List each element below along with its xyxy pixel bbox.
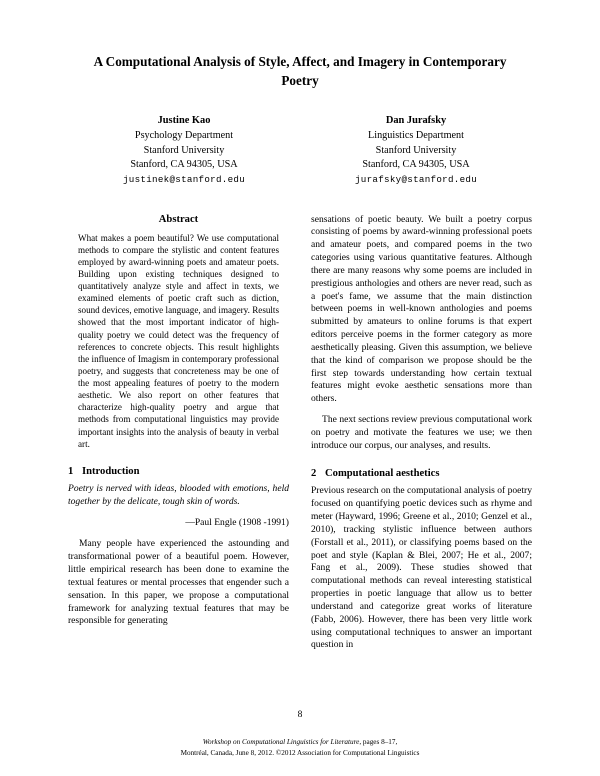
footer-line-2: Montréal, Canada, June 8, 2012. ©2012 Association for Computational Linguistics	[180, 749, 420, 758]
section-title: Computational aesthetics	[325, 468, 440, 480]
author-department: Psychology Department	[134, 130, 234, 142]
author-email: justinek@stanford.edu	[122, 173, 246, 185]
page-title: A Computational Analysis of Style, Affect, and Imagery in Contemporary Poetry	[93, 54, 507, 89]
epigraph-attribution: —Paul Engle (1908 -1991)	[185, 517, 289, 529]
author-department: Linguistics Department	[368, 130, 464, 142]
author-university: Stanford University	[143, 144, 225, 156]
two-column-body	[68, 214, 532, 653]
section-heading-introduction	[68, 466, 289, 477]
author-entry	[68, 114, 300, 185]
page-number: 8	[297, 710, 303, 720]
section-heading-computational-aesthetics	[311, 468, 532, 479]
author-name: Dan Jurafsky	[385, 115, 447, 127]
section-number: 2	[311, 468, 317, 480]
author-address: Stanford, CA 94305, USA	[362, 159, 470, 171]
paragraph: Previous research on the computational analysis of poetry focused on quantifying poetic devices such as rhyme and meter (Hayward, 1996; Greene et al., 2010; Genzel et al., 2010), tracking stylistic influence between authors (Forstall et al., 2011), or classifying poems based on the poet and style (Kaplan & Blei, 2007; He et al., 2007; Fang et al., 2009). These studies showed that computational methods can reveal interesting statistical properties in poetic language that allow us to better understand and categorize great works of literature (Fabb, 2006). However, there has been very little work using computational techniques to answer an important question in	[311, 485, 532, 651]
paragraph: sensations of poetic beauty. We built a poetry corpus consisting of poems by award-winning professional poets and amateur poets, and compared poems in the two categories using various quantitative features. Although there are many reasons why some poems are included in prestigious anthologies and others are never read, such as a poet's fame, we assume that the main distinction between poems in well-known anthologies and poems submitted by amateurs to online forums is that expert editors perceive poems in the former category as more aesthetically pleasing. Given this assumption, we believe that the kind of comparison we propose should be the first step towards understanding how certain textual features might evoke aesthetic sensations more than others.	[311, 213, 532, 405]
paragraph: Many people have experienced the astounding and transformational power of a beautiful poem. However, little empirical research has been done to examine the textual features or mental processes that engender such a sensation. In this paper, we propose a computational framework for analyzing textual features that may be responsible for generating	[68, 538, 289, 627]
section-title: Introduction	[82, 465, 140, 477]
footer-venue: Workshop on Computational Linguistics for Literature	[202, 738, 360, 747]
author-email: jurafsky@stanford.edu	[354, 173, 478, 185]
right-column	[311, 214, 532, 653]
author-name: Justine Kao	[157, 115, 211, 127]
section-number: 1	[68, 465, 74, 477]
epigraph: Poetry is nerved with ideas, blooded with emotions, held together by the delicate, tough skin of words.	[68, 482, 289, 507]
abstract-text: What makes a poem beautiful? We use computational methods to compare the stylistic and content features employed by award-winning poets and amateur poets. Building upon existing techniques designed to quantitatively analyze style and affect in texts, we examined elements of poetic craft such as diction, sound devices, emotive language, and imagery. Results showed that the most important indicator of high-quality poetry we could detect was the frequency of references to concrete objects. This result highlights the influence of Imagism in contemporary professional poetry, and suggests that concreteness may be one of the most appealing features of poetry to the modern aesthetic. We also report on other features that characterize high-quality poetry and argue that methods from computational linguistics may provide important insights into the analysis of beauty in verbal art.	[78, 232, 279, 449]
paper-content	[68, 52, 532, 652]
author-entry	[300, 114, 532, 185]
author-university: Stanford University	[375, 144, 457, 156]
footer-line-1	[0, 737, 600, 748]
page-footer	[0, 737, 600, 759]
footer-pages: , pages 8–17,	[359, 738, 398, 747]
author-block	[68, 114, 532, 185]
paragraph: The next sections review previous computational work on poetry and motivate the features we use; we then introduce our corpus, our analyses, and results.	[311, 413, 532, 451]
left-column	[68, 214, 289, 653]
abstract-heading: Abstract	[158, 213, 199, 225]
author-address: Stanford, CA 94305, USA	[130, 159, 238, 171]
